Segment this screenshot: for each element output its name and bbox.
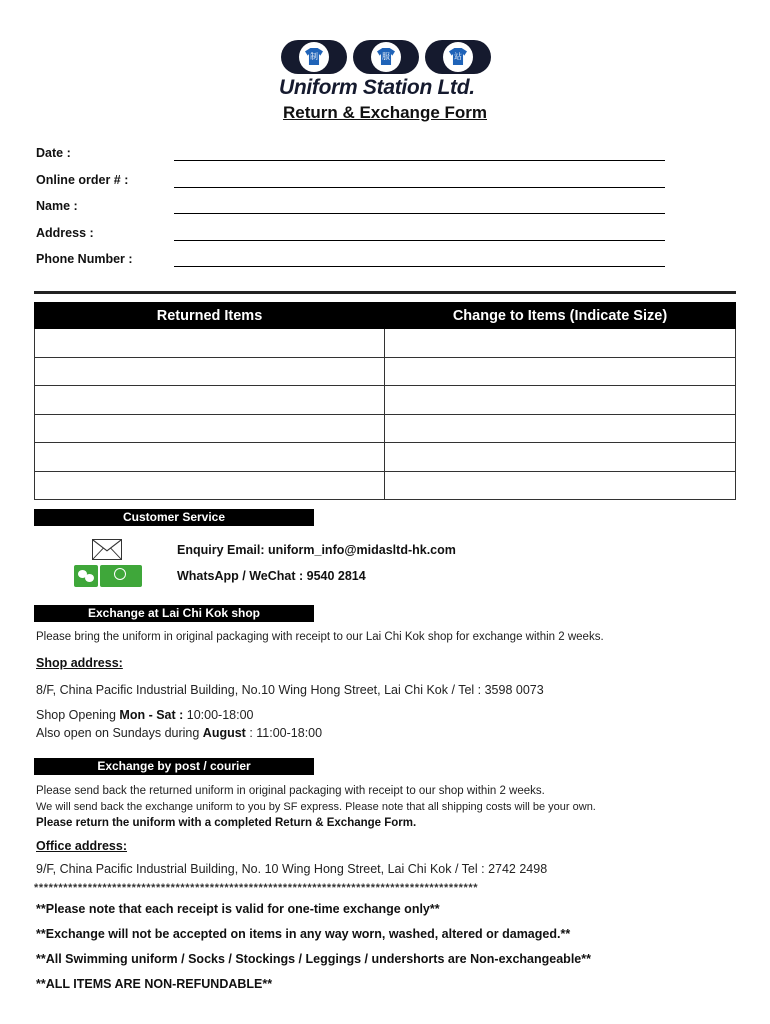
logo-badge-2 (353, 40, 419, 74)
table-row (35, 414, 736, 443)
office-address: 9/F, China Pacific Industrial Building, No. 10 Wing Hong Street, Lai Chi Kok / Tel : 2742 2498 (36, 862, 548, 876)
wechat-logo-icon (74, 565, 98, 587)
logo-badges (281, 40, 491, 76)
office-address-heading: Office address: (36, 839, 128, 853)
table-row (35, 443, 736, 472)
whatsapp-wechat-icon (74, 565, 142, 587)
table-row (35, 386, 736, 415)
customer-service-heading: Customer Service (34, 509, 314, 526)
items-table (34, 302, 736, 500)
shop-address: 8/F, China Pacific Industrial Building, No.10 Wing Hong Street, Lai Chi Kok / Tel : 3598 0073 (36, 683, 544, 697)
name-label: Name : (36, 199, 78, 213)
logo-badge-1 (281, 40, 347, 74)
returned-item-cell[interactable] (35, 329, 385, 358)
change-item-cell[interactable] (385, 329, 736, 358)
enquiry-email[interactable]: Enquiry Email: uniform_info@midasltd-hk.com (177, 543, 456, 557)
online-order-input-line[interactable] (174, 187, 665, 188)
returned-item-cell[interactable] (35, 386, 385, 415)
note-one-time-exchange: **Please note that each receipt is valid for one-time exchange only** (36, 902, 440, 916)
asterisk-separator: ******************************************************************************************* (34, 882, 479, 894)
returned-item-cell[interactable] (35, 471, 385, 500)
shop-address-heading: Shop address: (36, 656, 123, 670)
shop-opening-hours: Shop Opening Mon - Sat : 10:00-18:00 (36, 708, 254, 722)
returned-item-cell[interactable] (35, 443, 385, 472)
post-exchange-line-2: We will send back the exchange uniform to you by SF express. Please note that all shipping costs will be your own. (36, 801, 596, 813)
company-logo (277, 40, 495, 102)
note-non-refundable: **ALL ITEMS ARE NON-REFUNDABLE** (36, 977, 273, 991)
post-exchange-line-1: Please send back the returned uniform in original packaging with receipt to our shop within 2 weeks. (36, 785, 545, 797)
email-icon (92, 539, 122, 560)
sunday-opening-hours: Also open on Sundays during August : 11:00-18:00 (36, 726, 323, 740)
brand-name: Uniform Station Ltd. (279, 76, 475, 99)
shop-exchange-heading: Exchange at Lai Chi Kok shop (34, 605, 314, 622)
logo-glyph: 服 (382, 52, 390, 61)
phone-number-label: Phone Number : (36, 252, 133, 266)
change-item-cell[interactable] (385, 386, 736, 415)
change-item-cell[interactable] (385, 443, 736, 472)
section-divider (34, 291, 736, 294)
online-order-label: Online order # : (36, 173, 129, 187)
shop-exchange-instruction: Please bring the uniform in original packaging with receipt to our Lai Chi Kok shop for exchange within 2 weeks. (36, 631, 604, 643)
whatsapp-wechat-number: WhatsApp / WeChat : 9540 2814 (177, 569, 366, 583)
address-label: Address : (36, 226, 94, 240)
address-input-line[interactable] (174, 240, 665, 241)
table-row (35, 471, 736, 500)
change-item-cell[interactable] (385, 357, 736, 386)
change-item-cell[interactable] (385, 471, 736, 500)
date-input-line[interactable] (174, 160, 665, 161)
logo-glyph: 站 (454, 52, 462, 61)
note-non-exchangeable: **All Swimming uniform / Socks / Stockings / Leggings / undershorts are Non-exchangeable** (36, 952, 591, 966)
returned-items-header: Returned Items (35, 303, 385, 329)
post-exchange-heading: Exchange by post / courier (34, 758, 314, 775)
name-input-line[interactable] (174, 213, 665, 214)
returned-item-cell[interactable] (35, 414, 385, 443)
logo-badge-3 (425, 40, 491, 74)
post-exchange-line-3: Please return the uniform with a completed Return & Exchange Form. (36, 817, 417, 829)
returned-item-cell[interactable] (35, 357, 385, 386)
form-title: Return & Exchange Form (282, 103, 488, 122)
change-item-cell[interactable] (385, 414, 736, 443)
date-label: Date : (36, 146, 71, 160)
note-no-worn-items: **Exchange will not be accepted on items in any way worn, washed, altered or damaged.** (36, 927, 571, 941)
table-row (35, 329, 736, 358)
table-row (35, 357, 736, 386)
change-to-items-header: Change to Items (Indicate Size) (385, 303, 736, 329)
whatsapp-logo-icon (100, 565, 142, 587)
logo-glyph: 制 (310, 52, 318, 61)
envelope-flap-icon (93, 540, 121, 559)
phone-number-input-line[interactable] (174, 266, 665, 267)
